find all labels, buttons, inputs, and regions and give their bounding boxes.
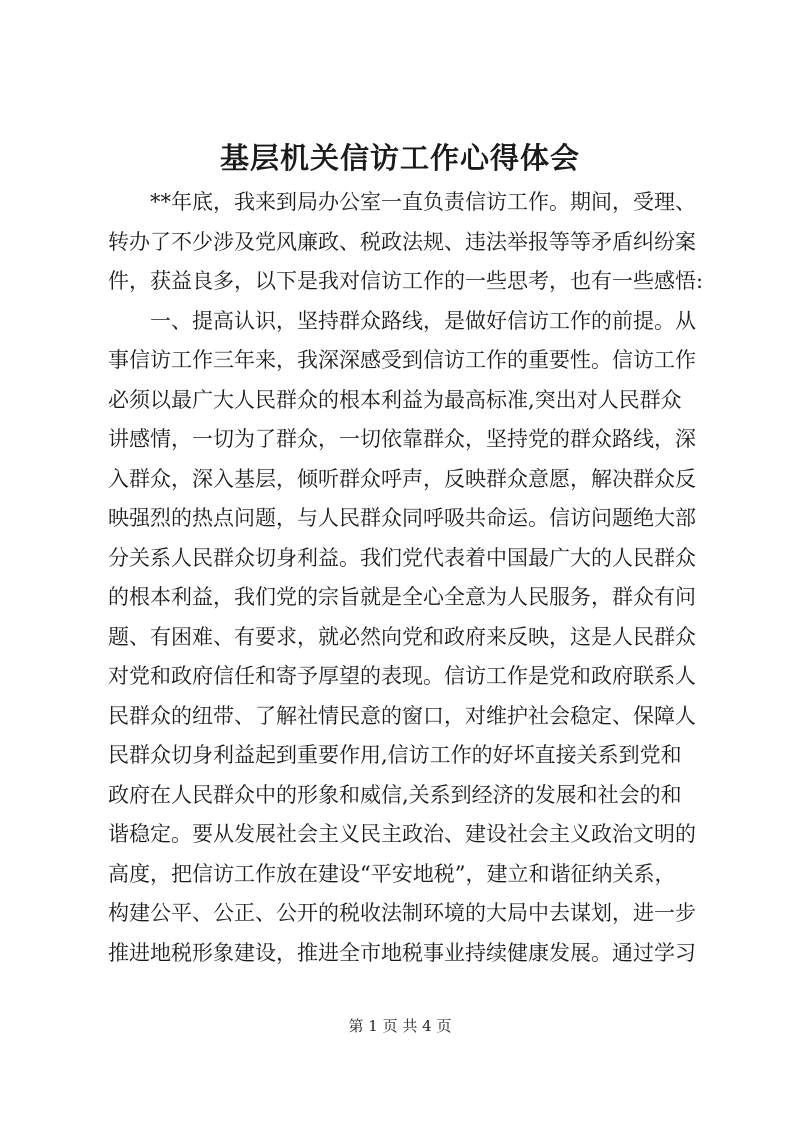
paragraph-line: 分关系人民群众切身利益。我们党代表着中国最广大的人民群众	[108, 545, 696, 570]
document-title: 基层机关信访工作心得体会	[219, 141, 580, 175]
paragraph-line: 高度，把信访工作放在建设“平安地税”，建立和谐征纳关系，	[108, 861, 676, 886]
paragraph-line: 谐稳定。要从发展社会主义民主政治、建设社会主义政治文明的	[108, 822, 696, 846]
paragraph-line: 对党和政府信任和寄予厚望的表现。信访工作是党和政府联系人	[108, 664, 696, 688]
page-number-footer: 第 1 页 共 4 页	[348, 1017, 452, 1035]
paragraph-line: 讲感情，一切为了群众，一切依靠群众，坚持党的群众路线，深	[108, 427, 696, 451]
paragraph-line: 必须以最广大人民群众的根本利益为最高标准,突出对人民群众	[108, 387, 682, 412]
paragraph-line: 入群众，深入基层，倾听群众呼声，反映群众意愿，解决群众反	[108, 466, 696, 491]
document-body	[108, 183, 708, 973]
paragraph-line: 推进地税形象建设，推进全市地税事业持续健康发展。通过学习	[108, 940, 696, 965]
paragraph-line: 事信访工作三年来，我深深感受到信访工作的重要性。信访工作	[108, 348, 696, 372]
paragraph-line: 一、提高认识，坚持群众路线，是做好信访工作的前提。从	[150, 308, 696, 333]
paragraph-line: 民群众的纽带、了解社情民意的窗口，对维护社会稳定、保障人	[108, 703, 696, 728]
paragraph-line: 构建公平、公正、公开的税收法制环境的大局中去谋划，进一步	[108, 901, 696, 925]
paragraph-line: 映强烈的热点问题，与人民群众同呼吸共命运。信访问题绝大部	[108, 506, 696, 530]
paragraph-line: 政府在人民群众中的形象和威信,关系到经济的发展和社会的和	[108, 782, 682, 807]
paragraph-line: 转办了不少涉及党风廉政、税政法规、违法举报等等矛盾纠纷案	[108, 229, 696, 254]
paragraph-line: **年底，我来到局办公室一直负责信访工作。期间，受理、	[150, 190, 696, 214]
paragraph-line: 件，获益良多，以下是我对信访工作的一些思考，也有一些感悟:	[108, 269, 704, 293]
paragraph-line: 题、有困难、有要求，就必然向党和政府来反映，这是人民群众	[108, 624, 696, 649]
paragraph-line: 民群众切身利益起到重要作用,信访工作的好坏直接关系到党和	[108, 743, 682, 767]
paragraph-line: 的根本利益，我们党的宗旨就是全心全意为人民服务，群众有问	[108, 585, 696, 609]
